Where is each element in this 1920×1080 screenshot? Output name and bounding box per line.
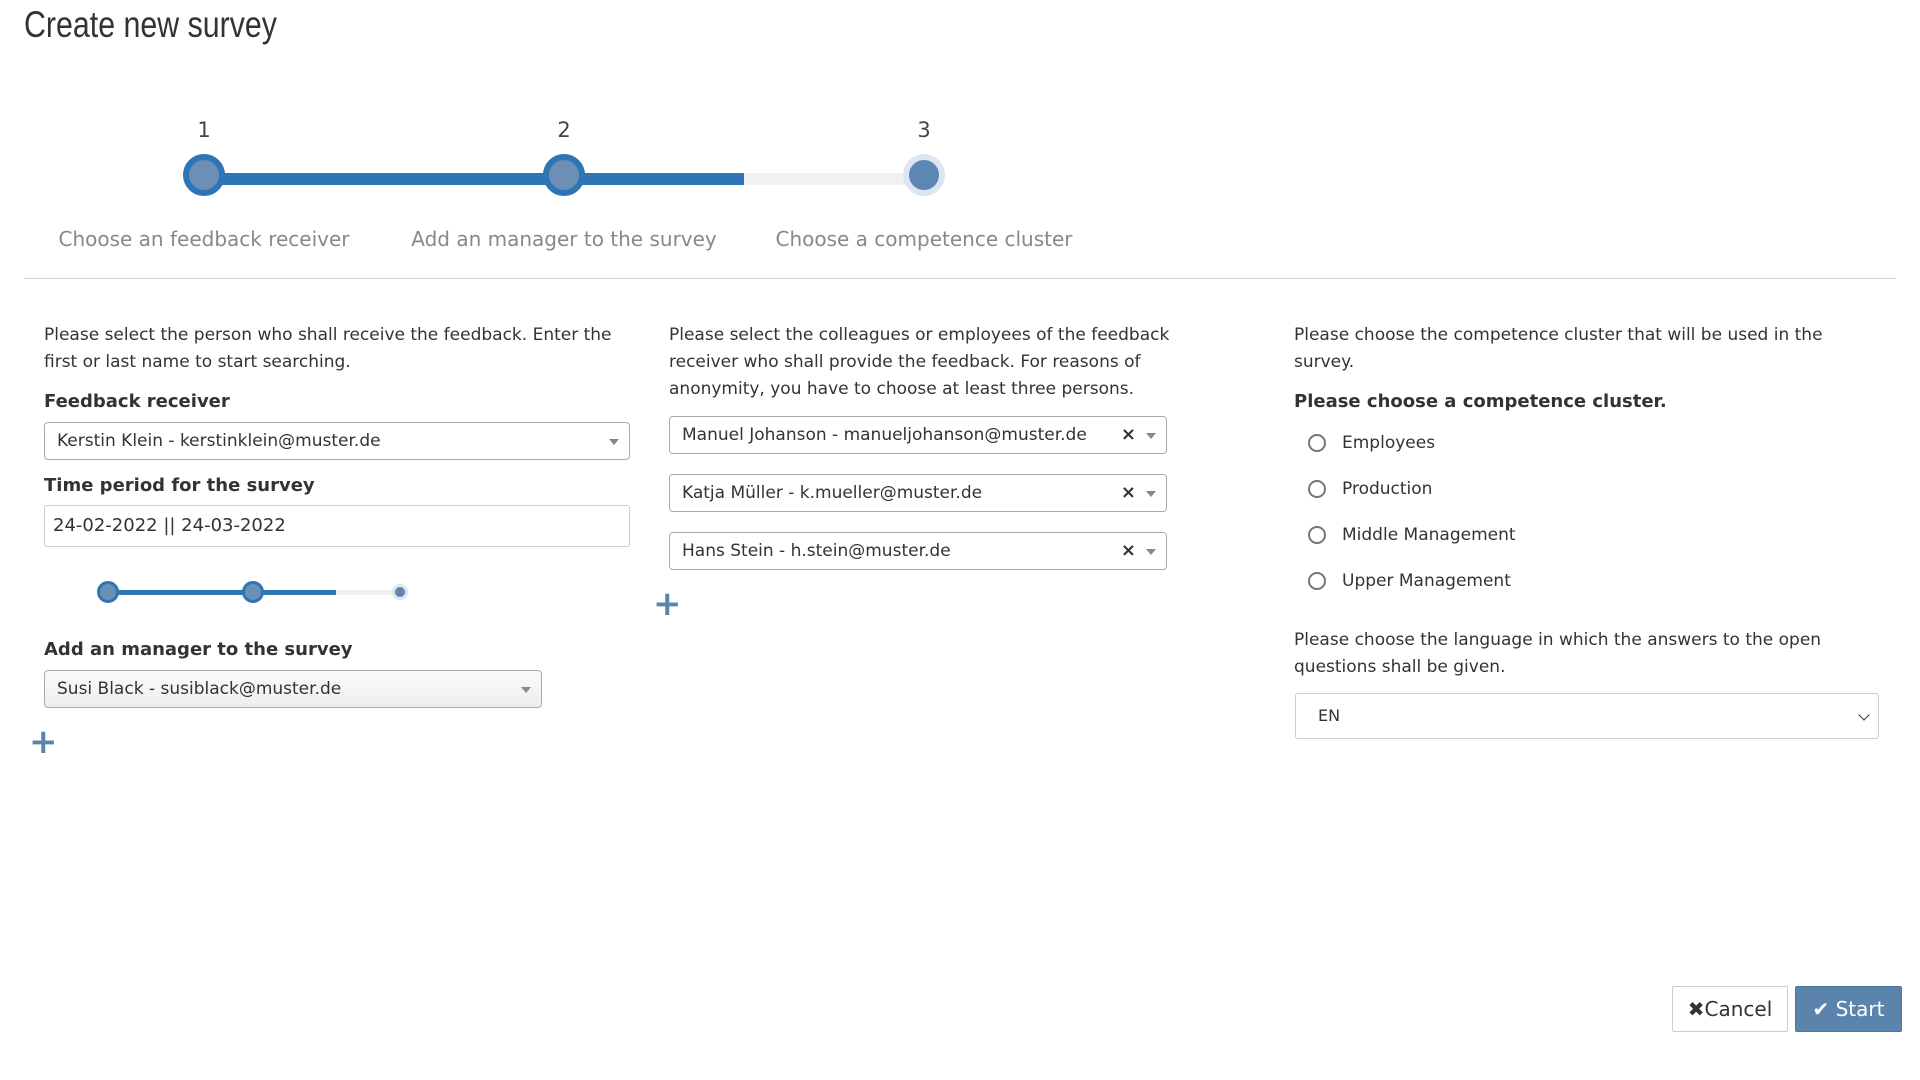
colleague-value-1: Manuel Johanson - manueljohanson@muster.de [682,425,1087,445]
caret-down-icon [1146,491,1156,497]
radio-upper-management[interactable] [1308,571,1511,591]
caret-down-icon [1146,549,1156,555]
feedback-receiver-value: Kerstin Klein - kerstinklein@muster.de [57,431,381,451]
manager-value: Susi Black - susiblack@muster.de [57,679,342,699]
step-label-2[interactable]: Add an manager to the survey [411,227,717,251]
language-select[interactable] [1295,693,1879,739]
add-manager-plus-icon[interactable]: + [29,722,58,762]
feedback-receiver-select[interactable] [44,422,630,460]
language-value: EN [1318,706,1341,725]
chevron-down-icon [1858,709,1869,720]
radio-button[interactable] [1308,526,1326,544]
page-title: Create new survey [24,4,277,45]
wizard-track-complete [204,173,744,185]
mini-dot-3 [392,584,408,600]
step-label-3[interactable]: Choose a competence cluster [775,227,1073,251]
manager-select[interactable] [44,670,542,708]
add-colleague-plus-icon[interactable]: + [653,584,682,624]
radio-label: Upper Management [1342,571,1511,591]
cancel-button[interactable]: ✖Cancel [1672,986,1788,1032]
radio-button[interactable] [1308,572,1326,590]
cluster-help-text: Please choose the competence cluster that will be used in the survey. [1294,325,1823,372]
colleague-value-3: Hans Stein - h.stein@muster.de [682,541,951,561]
step-dot-1[interactable] [183,154,225,196]
start-button[interactable]: ✔ Start [1795,986,1902,1032]
colleagues-help-text: Please select the colleagues or employees of the feedback receiver who shall provide the feedback. For reasons of anonymity, you have to choose at least three persons. [669,325,1170,399]
caret-down-icon [1146,433,1156,439]
mini-progress-complete [108,590,336,595]
mini-dot-1 [97,581,119,603]
radio-label: Production [1342,479,1433,499]
wizard-track-remaining [744,173,924,185]
step-number-2: 2 [557,118,571,142]
clear-icon[interactable]: × [1120,424,1136,445]
step-dot-2[interactable] [543,154,585,196]
step-dot-3[interactable] [903,154,945,196]
time-period-input[interactable]: 24-02-2022 || 24-03-2022 [44,505,630,547]
caret-down-icon [609,439,619,445]
colleague-select-3[interactable] [669,532,1167,570]
divider [24,278,1896,279]
radio-employees[interactable] [1308,433,1435,453]
time-period-label: Time period for the survey [44,475,315,496]
radio-label: Middle Management [1342,525,1516,545]
radio-button[interactable] [1308,480,1326,498]
step-number-3: 3 [917,118,931,142]
add-manager-label: Add an manager to the survey [44,639,353,660]
radio-button[interactable] [1308,434,1326,452]
cluster-label: Please choose a competence cluster. [1294,391,1667,412]
mini-progress-remaining [336,590,400,595]
radio-middle-management[interactable] [1308,525,1516,545]
radio-production[interactable] [1308,479,1432,499]
step-number-1: 1 [197,118,211,142]
clear-icon[interactable]: × [1120,482,1136,503]
mini-dot-2 [242,581,264,603]
clear-icon[interactable]: × [1120,540,1136,561]
colleague-value-2: Katja Müller - k.mueller@muster.de [682,483,983,503]
colleague-select-2[interactable] [669,474,1167,512]
step-label-1[interactable]: Choose an feedback receiver [58,227,350,251]
feedback-receiver-label: Feedback receiver [44,391,230,412]
receiver-help-text: Please select the person who shall receive the feedback. Enter the first or last name to start searching. [44,325,612,372]
radio-label: Employees [1342,433,1436,453]
language-help-text: Please choose the language in which the answers to the open questions shall be given. [1294,630,1822,677]
colleague-select-1[interactable] [669,416,1167,454]
caret-down-icon [521,687,531,693]
